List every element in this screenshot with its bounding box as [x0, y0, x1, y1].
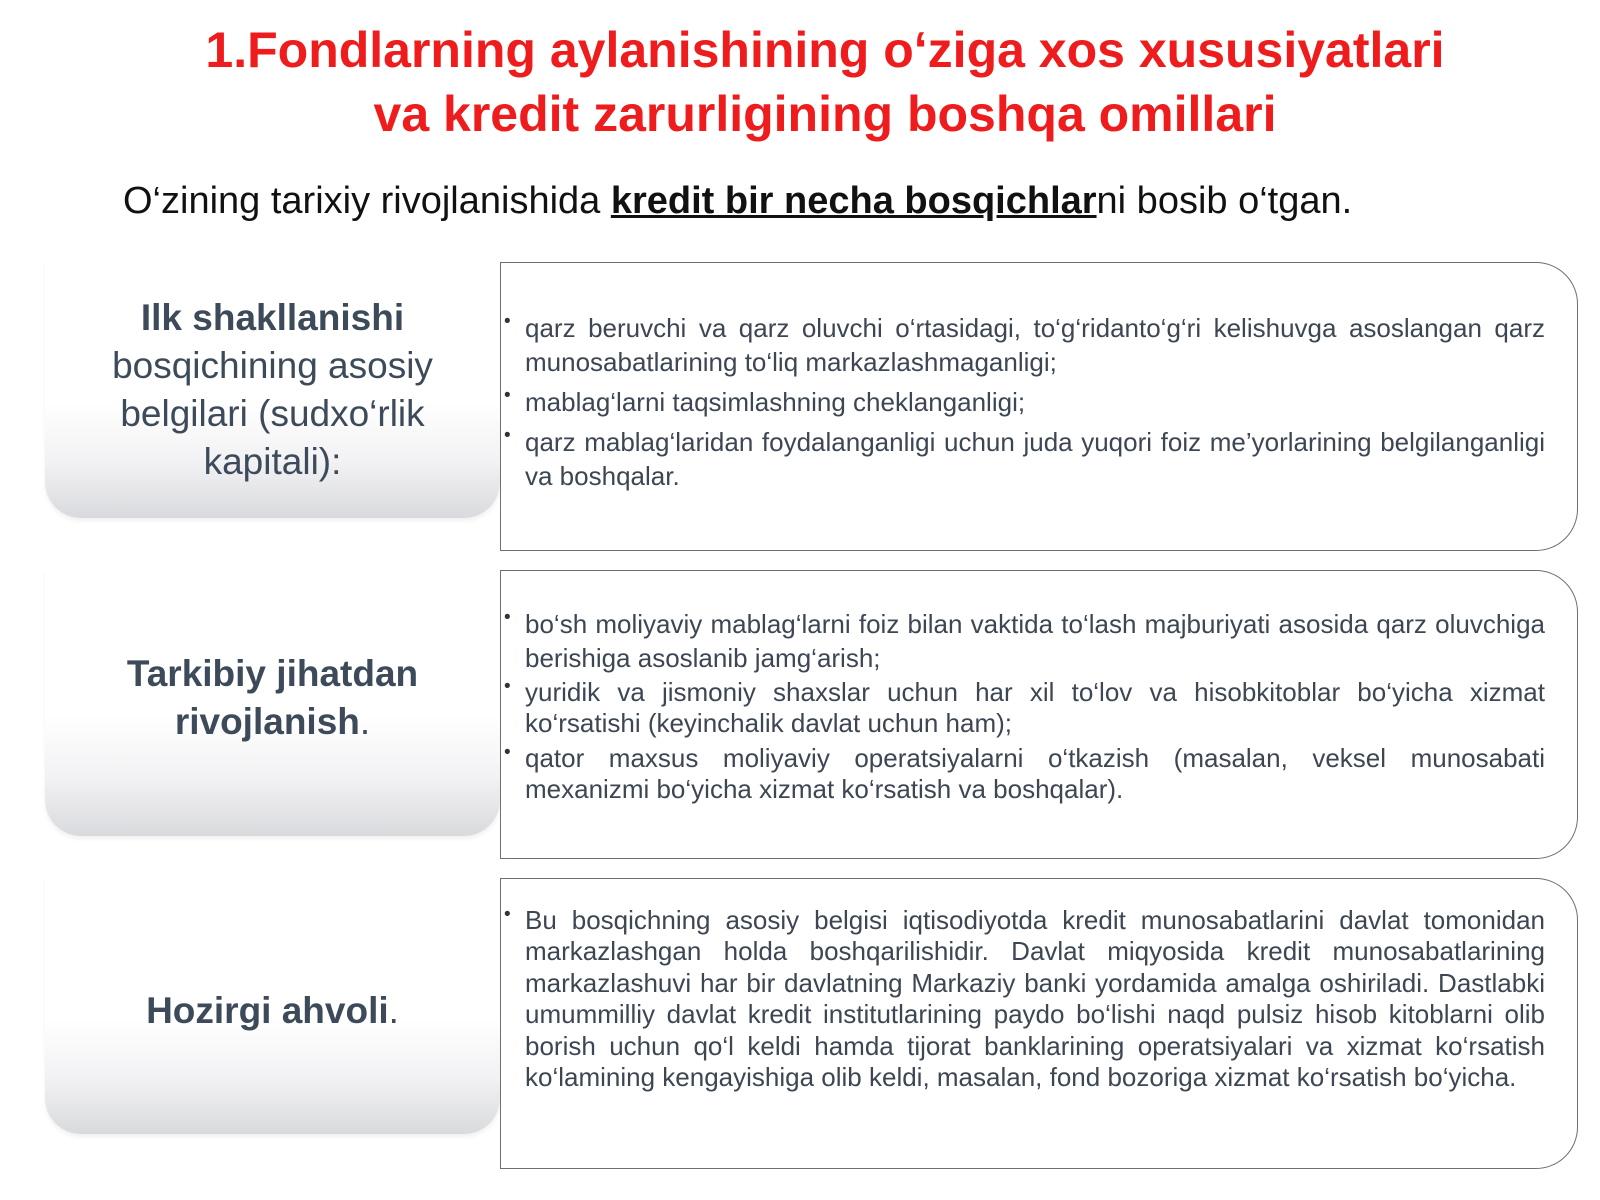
- stage-2-bullet-2: • yuridik va jismoniy shaxslar uchun har xil to‘lov va hisobkitoblar bo‘yicha xizmat ko‘rsatishi (keyinchalik davlat uchun ham);: [525, 677, 1545, 739]
- stage-1-label: [45, 262, 500, 518]
- stage-3-label-rest: .: [388, 990, 399, 1031]
- stage-3-label: [45, 878, 500, 1134]
- title-line-2: va kredit zarurligining boshqa omillari: [373, 86, 1277, 142]
- stage-3-bullet-1: • Bu bosqichning asosiy belgisi iqtisodiyotda kredit munosabatlarini davlat tomonidan markazlashgan holda boshqarilishidir. Davlat miqyosida kredit munosabatlarining markazlashuvi har bir davlatning Markaziy banki yordamida amalga oshiriladi. Dastlabki umummilliy davlat kredit institutlarining paydo bo‘lishi naqd pulsiz hisob kitoblarni olib borish uchun qo‘l keldi hamda tijorat banklarining operatsiyalari va xizmat ko‘rsatish ko‘lamining kengayishiga olib keldi, masalan, fond bozoriga xizmat ko‘rsatish bo‘yicha.: [525, 905, 1545, 1093]
- intro-text-after: ni bosib o‘tgan.: [1096, 180, 1353, 222]
- stage-2-label-bold: Tarkibiy jihatdan rivojlanish: [126, 653, 419, 742]
- stage-1-label-rest: bosqichining asosiy belgilari (sudxo‘rlik kapitali):: [112, 345, 433, 482]
- title-line-1: 1.Fondlarning aylanishining o‘ziga xos xususiyatlari: [205, 22, 1445, 78]
- stage-1-bullet-3: • qarz mablag‘laridan foydalanganligi uchun juda yuqori foiz me’yorlarining belgilanganligi va boshqalar.: [525, 425, 1545, 493]
- intro-sentence: [123, 180, 1352, 223]
- stage-1-label-bold: Ilk shakllanishi: [140, 297, 405, 338]
- intro-emphasis: kredit bir necha bosqichlar: [610, 180, 1097, 222]
- stage-3-label-bold: Hozirgi ahvoli: [146, 990, 389, 1031]
- stage-1-bullet-1: • qarz beruvchi va qarz oluvchi o‘rtasidagi, to‘g‘ridanto‘g‘ri kelishuvga asoslangan qarz munosabatlarining to‘liq markazlashmaganligi;: [525, 311, 1545, 379]
- stage-1-description: [500, 262, 1578, 551]
- stage-2-description: [500, 570, 1578, 859]
- stage-2-bullet-3: • qator maxsus moliyaviy operatsiyalarni o‘tkazish (masalan, veksel munosabati mexanizmi bo‘yicha xizmat ko‘rsatish va boshqalar).: [525, 743, 1545, 805]
- page-title: [0, 18, 1600, 146]
- stage-2-label: [45, 570, 500, 836]
- stage-3-description: [500, 878, 1578, 1169]
- stage-2-label-rest: .: [359, 701, 371, 742]
- stage-1-bullet-2: • mablag‘larni taqsimlashning cheklanganligi;: [525, 385, 1545, 419]
- intro-text-before: O‘zining tarixiy rivojlanishida: [123, 180, 611, 222]
- stage-2-bullet-1: • bo‘sh moliyaviy mablag‘larni foiz bilan vaktida to‘lash majburiyati asosida qarz oluvchiga berishiga asoslanib jamg‘arish;: [525, 607, 1545, 675]
